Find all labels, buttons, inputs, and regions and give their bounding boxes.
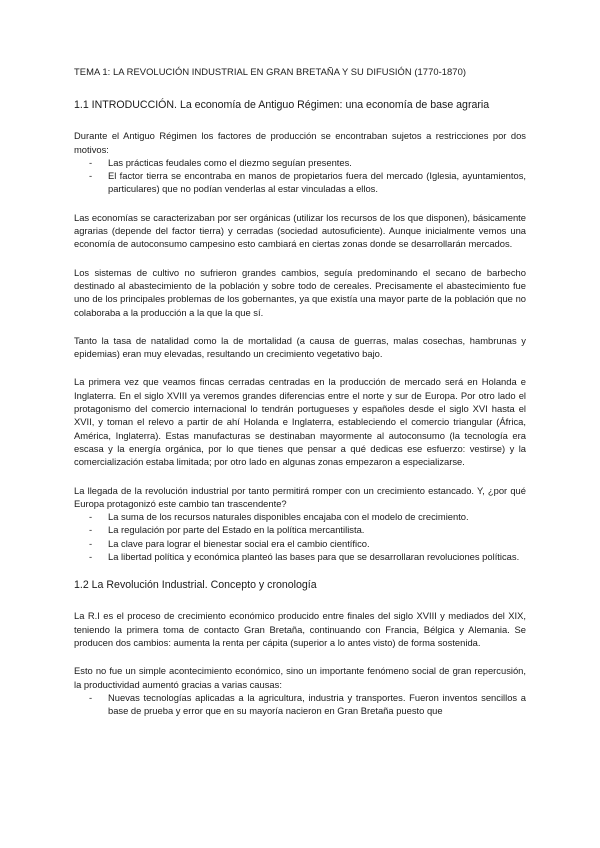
list-item: - La regulación por parte del Estado en la política mercantilista. bbox=[74, 523, 526, 536]
list-item: - Las prácticas feudales como el diezmo seguían presentes. bbox=[74, 156, 526, 169]
document-body bbox=[74, 65, 526, 732]
bullet-list-restrictions bbox=[74, 156, 526, 196]
paragraph: Tanto la tasa de natalidad como la de mortalidad (a causa de guerras, malas cosechas, hambrunas y epidemias) eran muy elevadas, resultando un crecimiento vegetativo bajo. bbox=[74, 334, 526, 360]
paragraph: La R.I es el proceso de crecimiento económico producido entre finales del siglo XVIII y mediados del XIX, teniendo la primera toma de contacto Gran Bretaña, continuando con Francia, Bélgica y Alemania. Se producen dos cambios: aumenta la renta per cápita (superior a lo antes visto) de forma sostenida. bbox=[74, 610, 526, 648]
paragraph: La llegada de la revolución industrial por tanto permitirá romper con un crecimiento estancado. Y, ¿por qué Europa protagonizó este cambio tan trascendente? bbox=[74, 484, 526, 509]
paragraph: Las economías se caracterizaban por ser orgánicas (utilizar los recursos de los que disponen), básicamente agrarias (depende del factor tierra) y cerradas (sociedad autosuficiente). Aunque inicialmente vemos una economía de autoconsumo campesino esto cambiará en ciertas zonas donde se desarrollarán mercados. bbox=[74, 211, 526, 250]
list-item: - La libertad política y económica planteó las bases para que se desarrollaran revoluciones políticas. bbox=[74, 550, 526, 563]
paragraph: La primera vez que veamos fincas cerradas centradas en la producción de mercado será en Holanda e Inglaterra. En el siglo XVIII ya veremos grandes diferencias entre el norte y sur de Europa. Por otro lado el protagonismo del comercio internacional lo tendrán portugueses y españoles desde el siglo XVI hasta el XVII, y toman el relevo a partir de ahí Holanda e Inglaterra, estableciendo el comercio triangular (África, América, Inglaterra). Estas manufacturas se destinaban mayormente al autoconsumo (la tecnología era escasa y la energía orgánica, por lo que tienes que pensar a qué dedicas ese esfuerzo: vestirse) y la comercialización estaba limitada; por otro lado en algunas zonas empezaron a especializarse. bbox=[74, 376, 526, 468]
paragraph: Esto no fue un simple acontecimiento económico, sino un importante fenómeno social de gran repercusión, la productividad aumentó gracias a varias causas: bbox=[74, 665, 526, 690]
bullet-list-productivity bbox=[74, 691, 526, 718]
section-heading-1-1: 1.1 INTRODUCCIÓN. La economía de Antiguo Régimen: una economía de base agraria bbox=[74, 99, 490, 112]
list-item: - Nuevas tecnologías aplicadas a la agricultura, industria y transportes. Fueron inventos sencillos a base de prueba y error que en su mayoría nacieron en Gran Bretaña puesto que bbox=[74, 691, 526, 718]
list-item: - La clave para lograr el bienestar social era el cambio científico. bbox=[74, 537, 526, 550]
bullet-list-causes bbox=[74, 510, 526, 563]
list-item: - El factor tierra se encontraba en manos de propietarios fuera del mercado (Iglesia, ayuntamientos, particulares) que no podían venderlas al estar vinculadas a ellos. bbox=[74, 169, 526, 196]
document-title: TEMA 1: LA REVOLUCIÓN INDUSTRIAL EN GRAN BRETAÑA Y SU DIFUSIÓN (1770-1870) bbox=[74, 66, 467, 77]
section-heading-1-2: 1.2 La Revolución Industrial. Concepto y cronología bbox=[74, 579, 317, 592]
paragraph: Los sistemas de cultivo no sufrieron grandes cambios, seguía predominando el secano de barbecho destinado al abastecimiento de la población y sobre todo de cereales. Precisamente el abastecimiento fue uno de los principales problemas de los gobernantes, ya que existía una mayor parte de la población que no colaboraba a la producción a la que la que sí. bbox=[74, 266, 526, 318]
paragraph: Durante el Antiguo Régimen los factores de producción se encontraban sujetos a restricciones por dos motivos: bbox=[74, 130, 526, 155]
list-item: - La suma de los recursos naturales disponibles encajaba con el modelo de crecimiento. bbox=[74, 510, 526, 523]
